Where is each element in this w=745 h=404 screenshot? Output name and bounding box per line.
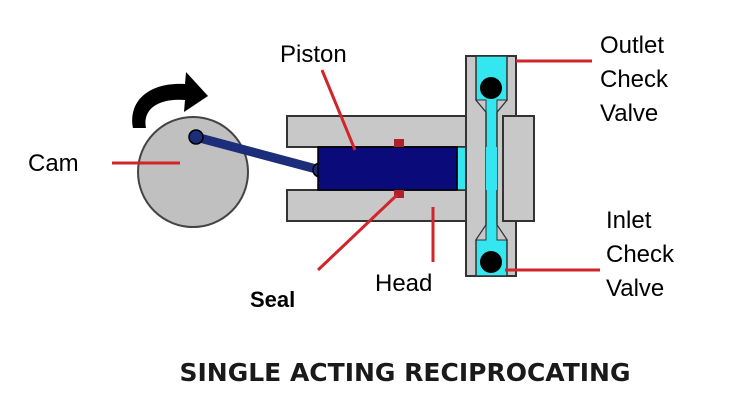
seal-top bbox=[394, 139, 404, 147]
label-inlet-line1: Inlet bbox=[606, 207, 652, 234]
fluid-link bbox=[486, 147, 497, 190]
label-cam: Cam bbox=[28, 150, 79, 177]
label-outlet-line2: Check bbox=[600, 66, 669, 93]
piston-body bbox=[318, 147, 457, 190]
label-piston: Piston bbox=[280, 41, 347, 68]
diagram-caption: SINGLE ACTING RECIPROCATING bbox=[179, 358, 631, 387]
label-inlet-line2: Check bbox=[606, 241, 675, 268]
outlet-check-ball bbox=[480, 77, 502, 99]
valve-housing-side bbox=[503, 116, 534, 221]
label-inlet-line3: Valve bbox=[606, 275, 665, 302]
label-outlet-line3: Valve bbox=[600, 100, 659, 127]
cylinder-wall-top bbox=[287, 116, 487, 147]
label-head: Head bbox=[375, 270, 433, 297]
label-seal: Seal bbox=[250, 287, 296, 312]
inlet-check-ball bbox=[480, 251, 502, 273]
rod-pin-cam bbox=[189, 130, 203, 144]
label-outlet-line1: Outlet bbox=[600, 32, 665, 59]
